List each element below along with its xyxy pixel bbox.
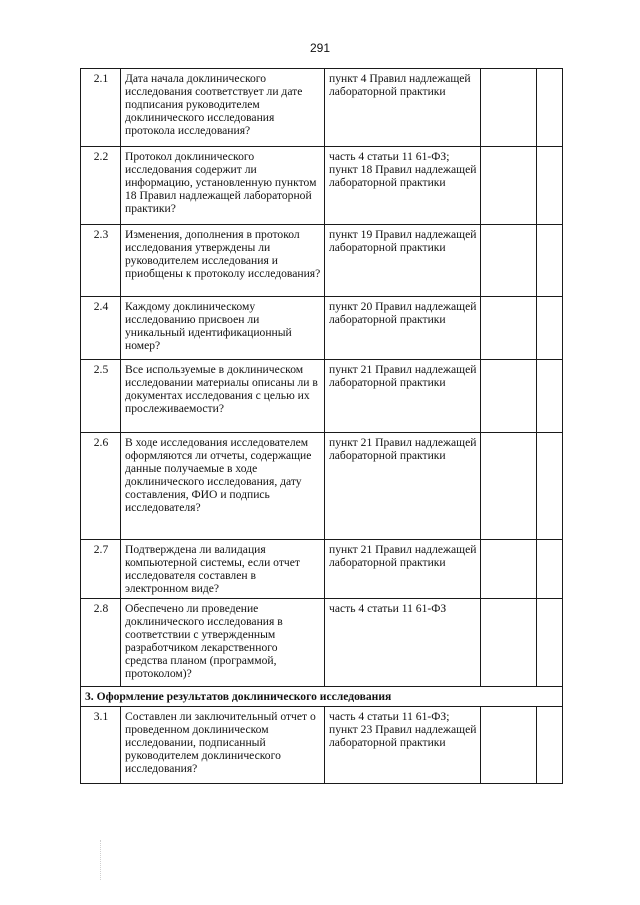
answer-cell[interactable]	[481, 225, 537, 297]
answer-cell[interactable]	[481, 360, 537, 433]
answer-cell[interactable]	[481, 707, 537, 784]
row-number: 2.7	[81, 540, 121, 599]
scan-artifact	[100, 840, 103, 880]
answer-cell[interactable]	[481, 69, 537, 147]
question-cell: Протокол доклинического исследования содержит ли информацию, установленную пунктом 18 Правил надлежащей лабораторной практики?	[121, 147, 325, 225]
row-number: 2.6	[81, 433, 121, 540]
answer-cell[interactable]	[481, 297, 537, 360]
row-number: 2.5	[81, 360, 121, 433]
question-cell: Обеспечено ли проведение доклинического исследования в соответствии с утвержденным разработчиком лекарственного средства планом (программой, протоколом)?	[121, 599, 325, 687]
table-row	[81, 69, 563, 147]
row-number: 2.8	[81, 599, 121, 687]
note-cell[interactable]	[537, 69, 563, 147]
note-cell[interactable]	[537, 433, 563, 540]
question-cell: Составлен ли заключительный отчет о проведенном доклиническом исследовании, подписанный руководителем доклинического исследования?	[121, 707, 325, 784]
reference-cell: пункт 4 Правил надлежащей лабораторной практики	[325, 69, 481, 147]
answer-cell[interactable]	[481, 147, 537, 225]
question-cell: Подтверждена ли валидация компьютерной системы, если отчет исследователя составлен в электронном виде?	[121, 540, 325, 599]
answer-cell[interactable]	[481, 433, 537, 540]
reference-cell: часть 4 статьи 11 61-ФЗ; пункт 23 Правил надлежащей лабораторной практики	[325, 707, 481, 784]
answer-cell[interactable]	[481, 540, 537, 599]
question-cell: Каждому доклиническому исследованию присвоен ли уникальный идентификационный номер?	[121, 297, 325, 360]
reference-cell: пункт 21 Правил надлежащей лабораторной практики	[325, 433, 481, 540]
row-number: 2.2	[81, 147, 121, 225]
section-header-row	[81, 687, 563, 707]
section-title: 3. Оформление результатов доклинического исследования	[81, 687, 563, 707]
table-row	[81, 147, 563, 225]
note-cell[interactable]	[537, 297, 563, 360]
table-row	[81, 540, 563, 599]
reference-cell: пункт 20 Правил надлежащей лабораторной практики	[325, 297, 481, 360]
question-cell: Дата начала доклинического исследования соответствует ли дате подписания руководителем доклинического исследования протокола исследования?	[121, 69, 325, 147]
page-number: 291	[309, 41, 331, 55]
question-cell: В ходе исследования исследователем оформляются ли отчеты, содержащие данные получаемые в ходе доклинического исследования, дату составления, ФИО и подпись исследователя?	[121, 433, 325, 540]
note-cell[interactable]	[537, 360, 563, 433]
table-row	[81, 225, 563, 297]
reference-cell: часть 4 статьи 11 61-ФЗ; пункт 18 Правил надлежащей лабораторной практики	[325, 147, 481, 225]
note-cell[interactable]	[537, 540, 563, 599]
note-cell[interactable]	[537, 225, 563, 297]
note-cell[interactable]	[537, 147, 563, 225]
answer-cell[interactable]	[481, 599, 537, 687]
row-number: 2.3	[81, 225, 121, 297]
table-row	[81, 433, 563, 540]
row-number: 2.1	[81, 69, 121, 147]
question-cell: Все используемые в доклиническом исследовании материалы описаны ли в документах исследования с целью их прослеживаемости?	[121, 360, 325, 433]
reference-cell: пункт 21 Правил надлежащей лабораторной практики	[325, 540, 481, 599]
note-cell[interactable]	[537, 599, 563, 687]
note-cell[interactable]	[537, 707, 563, 784]
row-number: 2.4	[81, 297, 121, 360]
reference-cell: пункт 21 Правил надлежащей лабораторной практики	[325, 360, 481, 433]
reference-cell: часть 4 статьи 11 61-ФЗ	[325, 599, 481, 687]
table-row	[81, 599, 563, 687]
row-number: 3.1	[81, 707, 121, 784]
reference-cell: пункт 19 Правил надлежащей лабораторной практики	[325, 225, 481, 297]
table-row	[81, 360, 563, 433]
table-row	[81, 707, 563, 784]
checklist-table	[80, 68, 563, 784]
table-row	[81, 297, 563, 360]
question-cell: Изменения, дополнения в протокол исследования утверждены ли руководителем исследования и приобщены к протоколу исследования?	[121, 225, 325, 297]
